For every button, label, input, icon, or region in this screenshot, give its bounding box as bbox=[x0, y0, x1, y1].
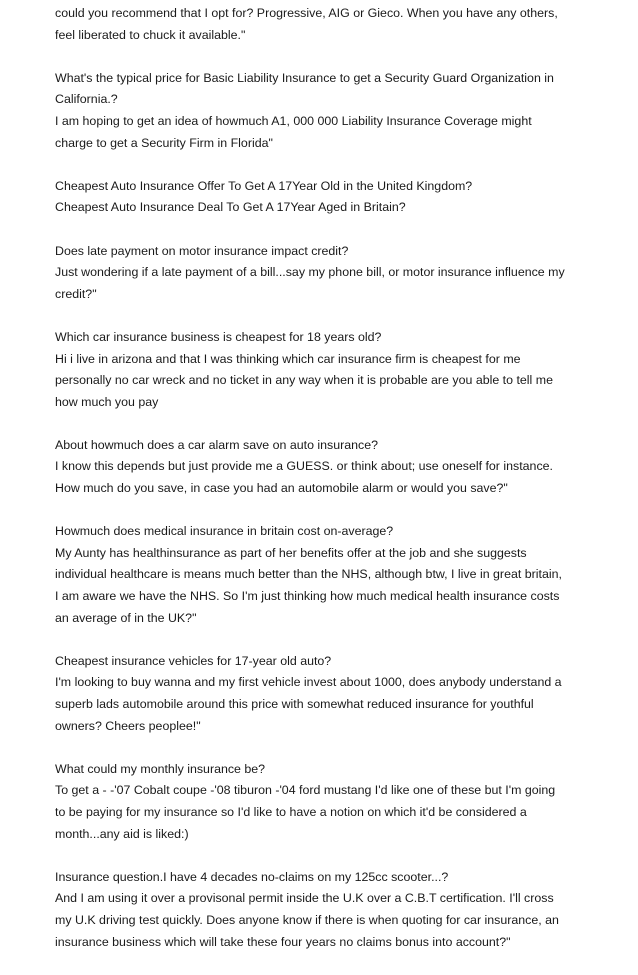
paragraph-text-line: How much do you save, in case you had an automobile alarm or would you save?" bbox=[55, 481, 508, 496]
paragraph-heading-line: could you recommend that I opt for? Progressive, AIG or Gieco. When you have any others, bbox=[55, 6, 558, 20]
paragraph bbox=[55, 176, 595, 219]
paragraph-text-line: Just wondering if a late payment of a bill...say my phone bill, or motor insurance influence my bbox=[55, 265, 565, 280]
paragraph-text-line: And I am using it over a provisonal permit inside the U.K over a C.B.T certification. I'll cross bbox=[55, 891, 554, 906]
paragraph-text-line: my U.K driving test quickly. Does anyone know if there is when quoting for car insurance, an bbox=[55, 912, 559, 927]
paragraph-text-line: owners? Cheers peoplee!" bbox=[55, 718, 201, 733]
paragraph-text-line: credit?" bbox=[55, 286, 97, 301]
paragraph bbox=[55, 867, 595, 953]
paragraph-text-line: Cheapest Auto Insurance Deal To Get A 17Year Aged in Britain? bbox=[55, 200, 406, 215]
paragraph-text-line: My Aunty has healthinsurance as part of her benefits offer at the job and she suggests bbox=[55, 545, 527, 560]
paragraph-text-line: to be paying for my insurance so I'd like to have a notion on which it'd be considered a bbox=[55, 804, 527, 819]
paragraph-text-line: California.? bbox=[55, 92, 118, 107]
paragraph-text-line: how much you pay bbox=[55, 394, 159, 409]
paragraph-text-line: superb lads automobile around this price with somewhat reduced insurance for youthful bbox=[55, 697, 534, 711]
paragraph-text-line: charge to get a Security Firm in Florida" bbox=[55, 135, 273, 150]
paragraph-text-line: I am aware we have the NHS. So I'm just thinking how much medical health insurance costs bbox=[55, 589, 560, 604]
paragraph-text-line: I know this depends but just provide me a GUESS. or think about; use oneself for instance. bbox=[55, 459, 553, 474]
paragraph bbox=[55, 759, 595, 845]
paragraph bbox=[55, 521, 595, 629]
paragraph-text-line: feel liberated to chuck it available." bbox=[55, 27, 246, 42]
paragraph-text-line: insurance business which will take these four years no claims bonus into account?" bbox=[55, 934, 511, 949]
paragraph-heading-line: Does late payment on motor insurance impact credit? bbox=[55, 243, 349, 258]
paragraph-text-line: To get a - -'07 Cobalt coupe -'08 tiburon -'04 ford mustang I'd like one of these but I'm going bbox=[55, 783, 556, 798]
paragraph-heading-line: What's the typical price for Basic Liability Insurance to get a Security Guard Organization in bbox=[55, 70, 554, 85]
paragraph-heading-line: About howmuch does a car alarm save on auto insurance? bbox=[55, 437, 379, 452]
paragraph-heading-line: Which car insurance business is cheapest for 18 years old? bbox=[55, 329, 382, 344]
paragraph-text-line: an average of in the UK?" bbox=[55, 610, 197, 625]
paragraph bbox=[55, 435, 595, 500]
paragraph-heading-line: What could my monthly insurance be? bbox=[55, 761, 266, 776]
paragraph-text-line: Hi i live in arizona and that I was thinking which car insurance firm is cheapest for me bbox=[55, 351, 521, 366]
paragraph bbox=[55, 68, 595, 154]
paragraph-text-line: personally no car wreck and no ticket in any way when it is probable are you able to tell me bbox=[55, 373, 553, 388]
paragraph-text-line: I'm looking to buy wanna and my first vehicle invest about 1000, does anybody understand a bbox=[55, 675, 562, 690]
paragraph-heading-line: Insurance question.I have 4 decades no-claims on my 125cc scooter...? bbox=[55, 869, 449, 884]
paragraph bbox=[55, 3, 595, 46]
paragraph-heading-line: Howmuch does medical insurance in britain cost on-average? bbox=[55, 524, 394, 539]
paragraph bbox=[55, 327, 595, 413]
paragraph-text-line: I am hoping to get an idea of howmuch A1, 000 000 Liability Insurance Coverage might bbox=[55, 113, 532, 128]
paragraph-heading-line: Cheapest Auto Insurance Offer To Get A 17Year Old in the United Kingdom? bbox=[55, 178, 473, 193]
paragraph-text-line: month...any aid is liked:) bbox=[55, 826, 189, 841]
paragraph bbox=[55, 241, 595, 306]
paragraph bbox=[55, 651, 595, 737]
paragraph-text-line: individual healthcare is means much better than the NHS, although btw, I live in great britain, bbox=[55, 567, 562, 582]
paragraph-heading-line: Cheapest insurance vehicles for 17-year old auto? bbox=[55, 653, 332, 668]
document-page bbox=[55, 3, 595, 975]
